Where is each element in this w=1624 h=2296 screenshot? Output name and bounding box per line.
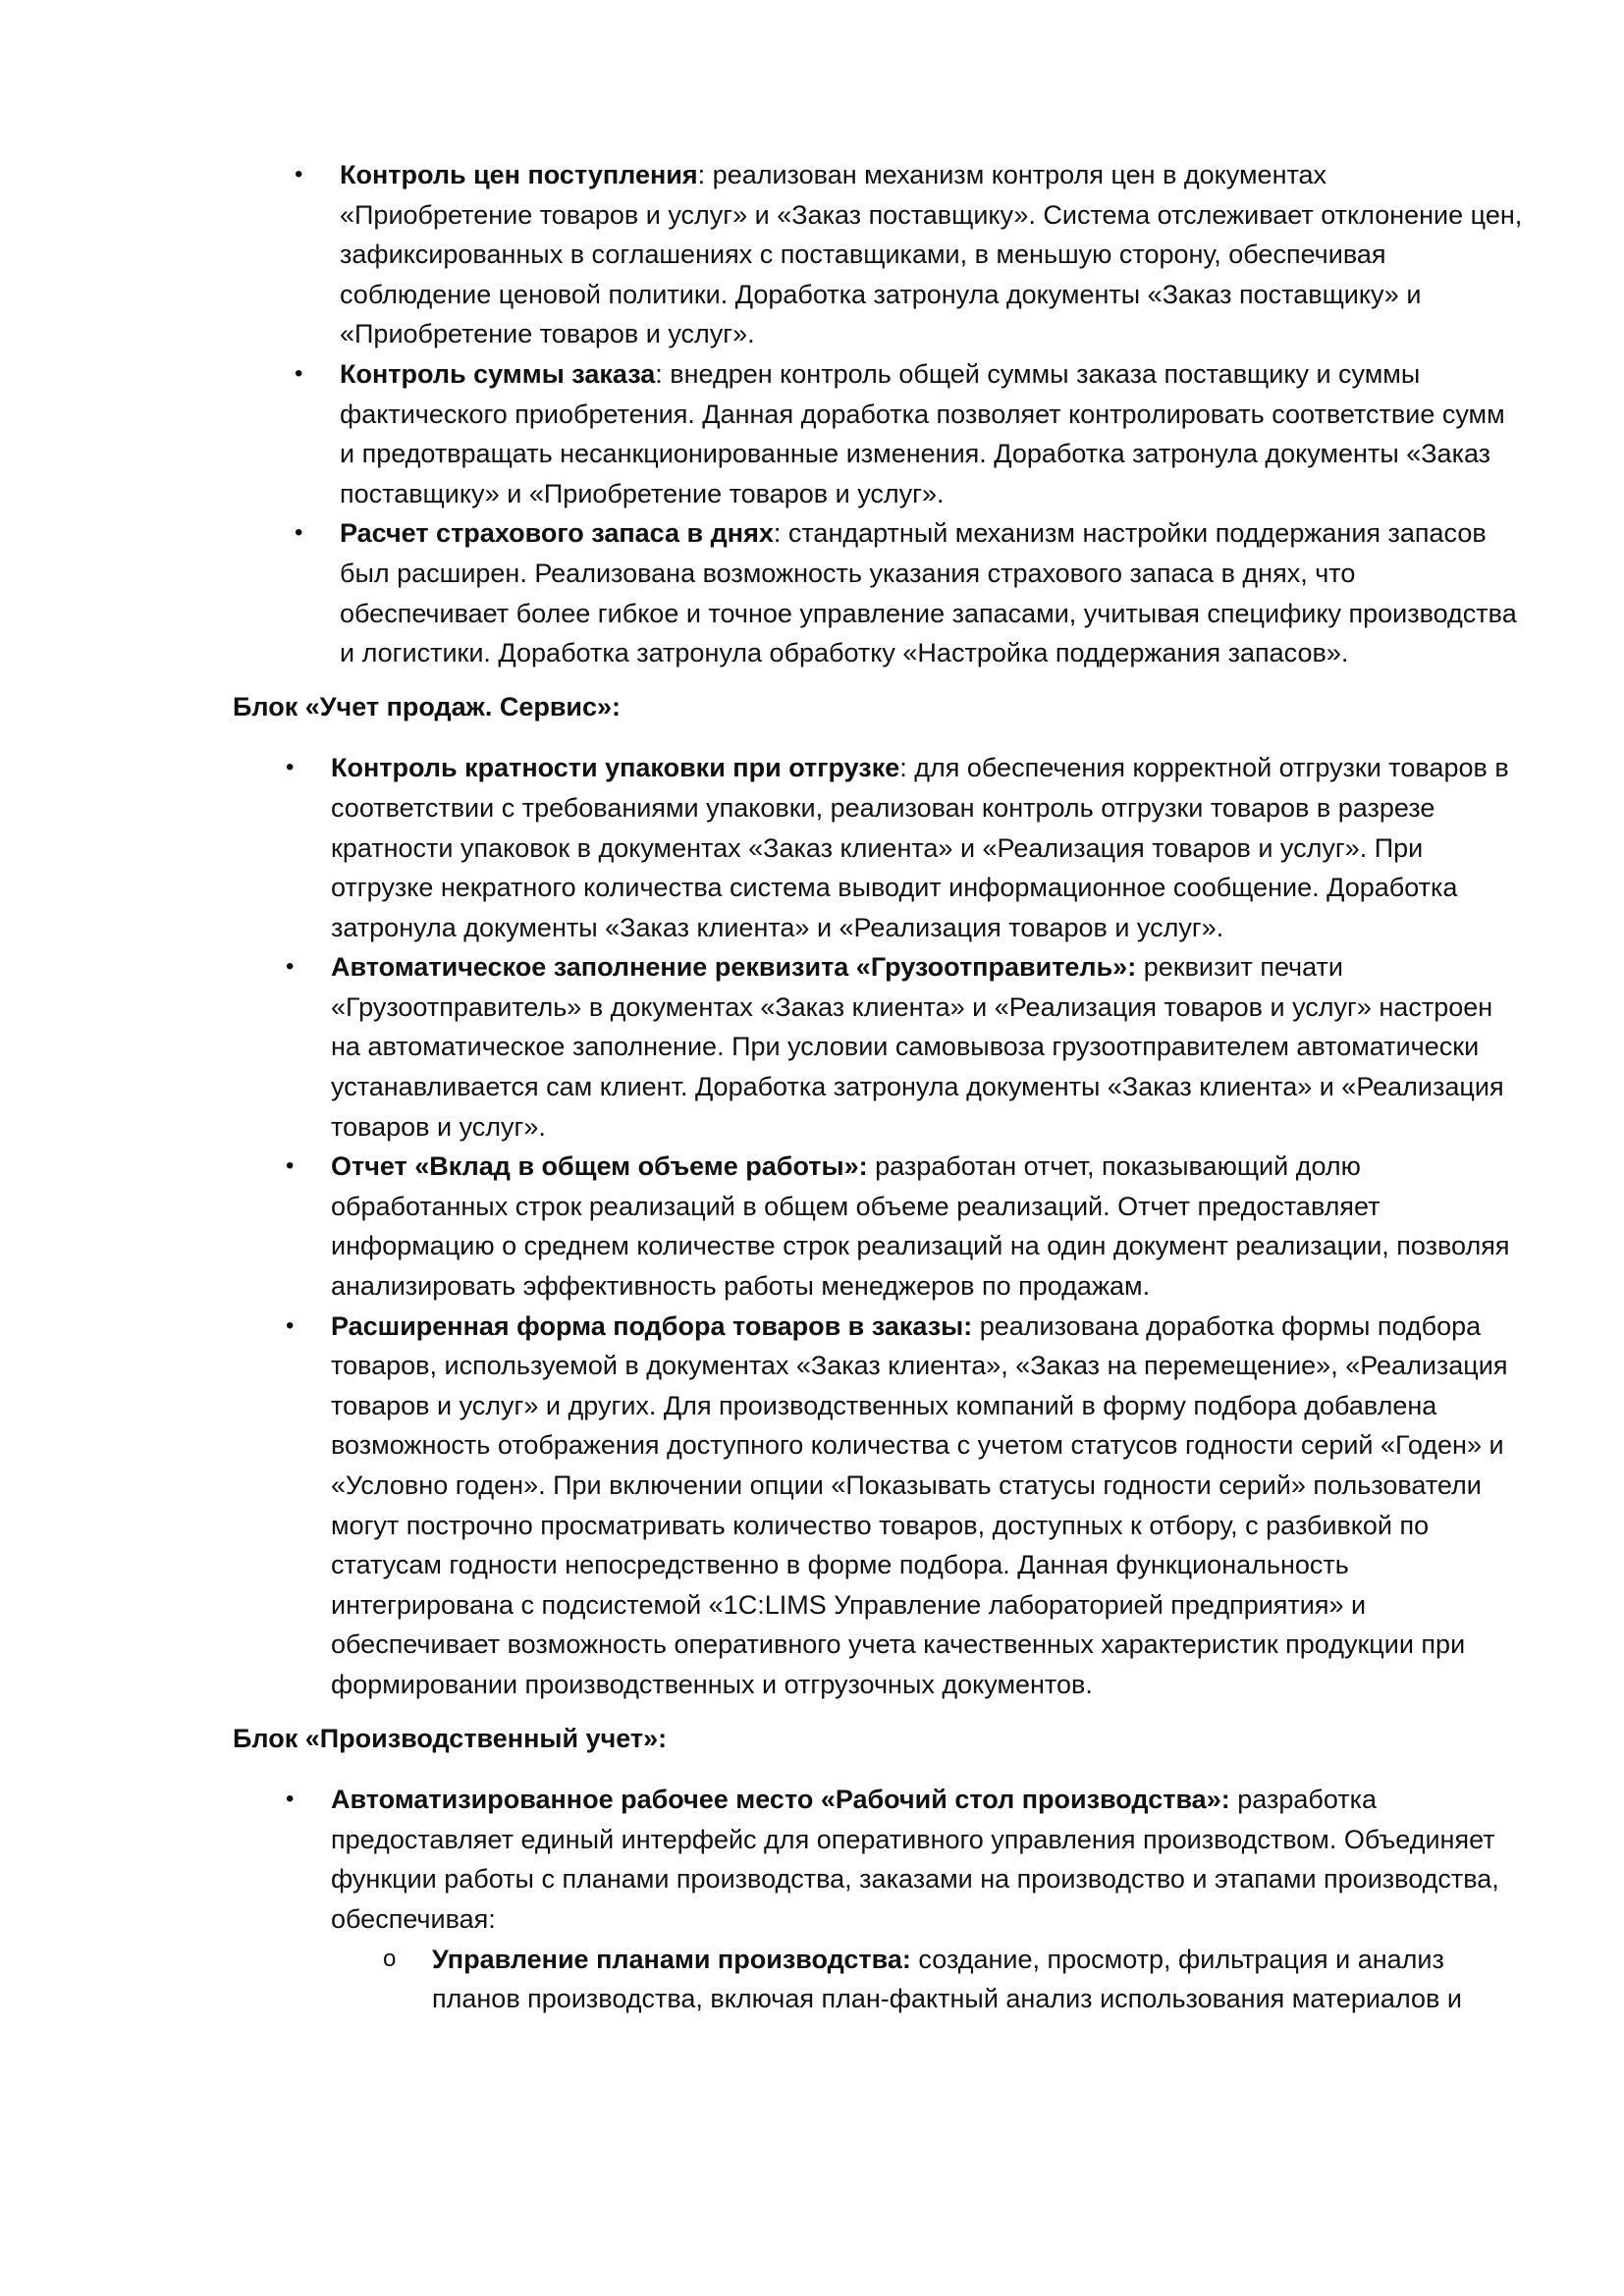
production-section-heading: Блок «Производственный учет»: (233, 1723, 668, 1753)
sub-list-item (383, 1940, 1524, 2019)
item-separator (868, 1151, 876, 1181)
item-label: Автоматизированное рабочее место «Рабочий стол производства»: (331, 1785, 1230, 1815)
item-text: внедрен контроль общей суммы заказа поставщику и суммы фактического приобретения. Данная доработка позволяет контролировать соответствие сумм и предотвращать несанкционированные изменения. Доработка затронула документы «Заказ поставщику» и «Приобретение товаров и услуг». (340, 358, 1505, 508)
item-text: для обеспечения корректной отгрузки товаров в соответствии с требованиями упаковки, реализован контроль отгрузки товаров в разрезе кратности упаковок в документах «Заказ клиента» и «Реализация товаров и услуг». При отгрузке некратного количества система выводит информационное сообщение. Доработка затронула документы «Заказ клиента» и «Реализация товаров и услуг». (331, 753, 1509, 942)
sales-section-heading: Блок «Учет продаж. Сервис»: (233, 691, 622, 721)
document-body (233, 155, 1524, 2019)
item-text: реализован механизм контроля цен в документах «Приобретение товаров и услуг» и «Заказ поставщику». Система отслеживает отклонение цен, зафиксированных в соглашениях с поставщиками, в меньшую сторону, обеспечивая соблюдение ценовой политики. Доработка затронула документы «Заказ поставщику» и «Приобретение товаров и услуг». (340, 160, 1523, 349)
item-text: реализована доработка формы подбора товаров, используемой в документах «Заказ клиента», «Заказ на перемещение», «Реализация товаров и услуг» и других. Для производственных компаний в форму подбора добавлена возможность отображения доступного количества с учетом статусов годности серий «Годен» и «Условно годен». При включении опции «Показывать статусы годности серий» пользователи могут построчно просматривать количество товаров, доступных к отбору, с разбивкой по статусам годности непосредственно в форме подбора. Данная функциональность интегрирована с подсистемой «1С:LIMS Управление лабораторией предприятия» и обеспечивает возможность оперативного учета качественных характеристик продукции при формировании производственных и отгрузочных документов. (331, 1310, 1508, 1699)
item-label: Автоматическое заполнение реквизита «Грузоотправитель»: (331, 952, 1137, 983)
bullet-icon: • (295, 519, 303, 547)
item-text: стандартный механизм настройки поддержания запасов был расширен. Реализована возможность указания страхового запаса в днях, что обеспечивает более гибкое и точное управление запасами, учитывая специфику производства и логистики. Доработка затронула обработку «Настройка поддержания запасов». (340, 518, 1517, 668)
item-separator: : (773, 518, 788, 549)
list-item (295, 354, 1524, 513)
item-text: реквизит печати «Грузоотправитель» в документах «Заказ клиента» и «Реализация товаров и услуг» настроен на автоматическое заполнение. При условии самовывоза грузоотправителем автоматически устанавливается сам клиент. Доработка затронула документы «Заказ клиента» и «Реализация товаров и услуг». (331, 952, 1504, 1142)
item-label: Расчет страхового запаса в днях (340, 518, 774, 549)
list-item (295, 513, 1524, 672)
item-text: разработка предоставляет единый интерфейс для оперативного управления производством. Объединяет функции работы с планами производства, заказами на производство и этапами производства, обеспечивая: (331, 1785, 1499, 1934)
list-item (286, 1307, 1524, 1705)
bullet-icon: • (295, 359, 303, 387)
item-separator: : (655, 358, 671, 389)
item-separator: : (899, 753, 915, 783)
purchases-list (233, 155, 1524, 673)
list-item (286, 1147, 1524, 1306)
bullet-icon: • (286, 1152, 295, 1180)
item-label: Расширенная форма подбора товаров в заказы: (331, 1310, 973, 1341)
sales-list (233, 748, 1524, 1704)
item-separator: : (697, 160, 713, 189)
subitem-text: создание, просмотр, фильтрация и анализ планов производства, включая план-фактный анализ использования материалов и (432, 1944, 1462, 2014)
item-separator (972, 1311, 980, 1341)
production-list (233, 1780, 1524, 2019)
production-sublist (331, 1940, 1524, 2019)
item-separator (1136, 952, 1144, 982)
subitem-label: Управление планами производства: (432, 1944, 911, 1974)
item-label: Отчет «Вклад в общем объеме работы»: (331, 1151, 868, 1182)
item-text: разработан отчет, показывающий долю обработанных строк реализаций в общем объеме реализаций. Отчет предоставляет информацию о среднем количестве строк реализаций на один документ реализации, позволяя анализировать эффективность работы менеджеров по продажам. (331, 1151, 1510, 1302)
list-item (286, 748, 1524, 947)
list-item (286, 1780, 1524, 2019)
bullet-icon: • (286, 1786, 295, 1813)
item-label: Контроль суммы заказа (340, 358, 656, 389)
item-label: Контроль цен поступления (340, 160, 698, 189)
list-item (286, 947, 1524, 1147)
list-item (295, 155, 1524, 354)
bullet-icon: • (295, 161, 303, 187)
circle-bullet-icon: o (383, 1945, 397, 1972)
bullet-icon: • (286, 953, 295, 981)
item-label: Контроль кратности упаковки при отгрузке (331, 753, 900, 783)
bullet-icon: • (286, 754, 295, 781)
bullet-icon: • (286, 1311, 295, 1339)
